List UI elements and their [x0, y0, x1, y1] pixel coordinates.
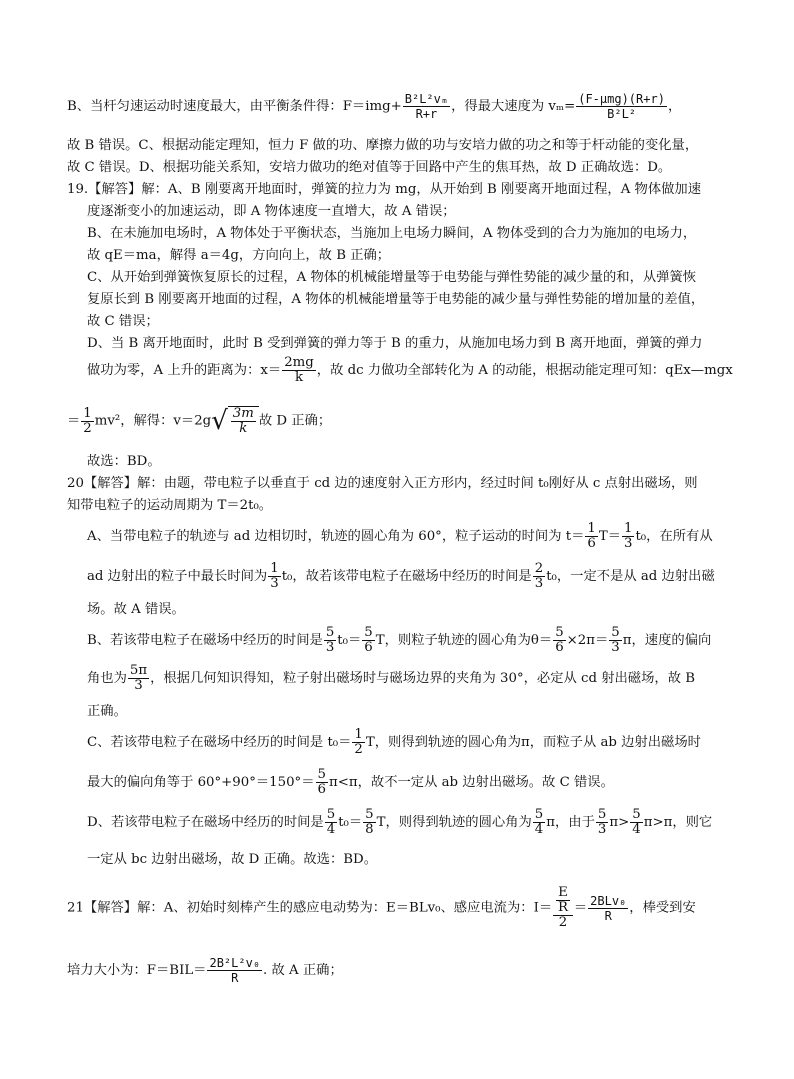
denominator: R — [231, 971, 239, 985]
text: 做功为零，A 上升的距离为：x＝ — [87, 363, 282, 378]
text: T，则粒子轨迹的圆心角为θ＝ — [375, 633, 553, 648]
numerator: 5 — [326, 807, 336, 822]
solution-line: 19.【解答】解：A、B 刚要离开地面时，弹簧的拉力为 mg，从开始到 B 刚要离开地面过程，A 物体做加速 — [67, 182, 702, 197]
radical-sign: √ — [211, 406, 228, 436]
numerator: 1 — [624, 521, 633, 536]
text: t₀，在所有从 — [635, 529, 713, 544]
fraction — [576, 92, 667, 121]
text: π，速度的偏向 — [622, 633, 712, 648]
fraction — [588, 894, 628, 923]
text: ×2π＝ — [566, 633, 609, 648]
text: T＝ — [598, 529, 621, 544]
text: ， — [667, 99, 682, 114]
text: ，根据几何知识得知，粒子射出磁场时与磁场边界的夹角为 30°，必定从 cd 射出磁场，故 B — [150, 671, 695, 686]
denominator: 3 — [624, 536, 633, 551]
radicand — [228, 406, 259, 436]
solution-line: 故 C 错误； — [87, 314, 159, 329]
solution-line: 复原长到 B 刚要离开地面的过程，A 物体的机械能增量等于电势能的减少量与弹性势能的增加量的差值， — [87, 292, 705, 307]
text: t₀＝ — [338, 815, 363, 830]
denominator: B²L² — [607, 107, 637, 121]
numerator: B²L²vₘ — [404, 92, 449, 106]
fraction — [362, 626, 374, 655]
square-root — [211, 406, 259, 436]
numerator: 5 — [534, 807, 544, 822]
text: ad 边射出的粒子中最长时间为 — [87, 569, 268, 584]
text: π>π，则它 — [643, 815, 713, 830]
text: mv²，解得：v＝2g — [94, 413, 212, 429]
denominator: k — [294, 370, 304, 385]
solution-line: B、在未施加电场时，A 物体处于平衡状态，当施加上电场力瞬间，A 物体受到的合力为施加的电场力， — [87, 226, 697, 241]
fraction — [363, 808, 375, 837]
text: 故 D 正确； — [258, 413, 332, 429]
denominator: 3 — [534, 576, 544, 591]
denominator: k — [239, 421, 248, 436]
solution-line — [67, 886, 696, 930]
solution-line — [87, 768, 614, 797]
numerator: 5 — [364, 625, 373, 640]
denominator: 6 — [587, 536, 596, 551]
solution-line: C、从开始到弹簧恢复原长的过程，A 物体的机械能增量等于电势能与弹性势能的减少量的和，从弹簧恢 — [87, 270, 697, 285]
numerator: 5 — [325, 625, 335, 640]
solution-line: 故 B 错误。C、根据动能定理知，恒力 F 做的功、摩擦力做的功与安培力做的功之和等于杆动能的变化量， — [67, 138, 699, 153]
fraction — [231, 407, 256, 436]
numerator: 5 — [317, 767, 326, 782]
numerator: 1 — [270, 561, 279, 576]
numerator: (F-μmg)(R+r) — [578, 92, 665, 106]
denominator: 4 — [326, 822, 336, 837]
denominator: R+r — [415, 107, 438, 121]
fraction — [533, 562, 545, 591]
text: ＝ — [67, 413, 81, 429]
solution-line — [87, 808, 712, 837]
numerator: 1 — [587, 521, 596, 536]
numerator — [553, 886, 573, 916]
solution-line: 故选：BD。 — [87, 454, 161, 469]
solution-line: 度逐渐变小的加速运动，即 A 物体速度一直增大，故 A 错误； — [87, 204, 456, 219]
denominator: 3 — [325, 640, 335, 655]
text: ，故 dc 力做功全部转化为 A 的动能，根据动能定理可知：qEx—mgx — [316, 363, 733, 378]
denominator: 3 — [134, 678, 143, 693]
numerator: 5 — [365, 807, 374, 822]
solution-line: 一定从 bc 边射出磁场，故 D 正确。故选：BD。 — [87, 852, 378, 867]
denominator: R — [557, 900, 568, 915]
text: ，得最大速度为 vₘ= — [451, 99, 576, 114]
fraction — [324, 626, 336, 655]
solution-line: 场。故 A 错误。 — [87, 602, 185, 617]
fraction — [207, 956, 262, 985]
fraction — [128, 664, 149, 693]
text: 培力大小为：F＝BIL＝ — [67, 963, 207, 978]
solution-line — [87, 728, 701, 757]
fraction — [316, 768, 328, 797]
solution-line — [87, 626, 711, 655]
numerator: 5 — [555, 625, 564, 640]
text: T，则得到轨迹的圆心角为π，而粒子从 ab 边射出磁场时 — [365, 735, 701, 750]
denominator: 2 — [83, 420, 92, 436]
fraction — [596, 808, 608, 837]
denominator: 2 — [558, 915, 568, 930]
numerator: 3m — [232, 406, 254, 421]
solution-line — [67, 406, 331, 436]
denominator: 6 — [317, 782, 326, 797]
fraction — [609, 626, 621, 655]
text: . 故 A 正确； — [263, 963, 343, 978]
text: ，棒受到安 — [629, 900, 696, 916]
denominator: 4 — [632, 822, 641, 837]
text: ＝ — [573, 900, 588, 916]
compound-fraction — [553, 886, 573, 930]
text: t₀，故若该带电粒子在磁场中经历的时间是 — [281, 569, 532, 584]
solution-line — [87, 356, 733, 385]
text: D、若该带电粒子在磁场中经历的时间是 — [87, 815, 324, 830]
text: C、若该带电粒子在磁场中经历的时间是 t₀＝ — [87, 735, 352, 750]
text: 最大的偏向角等于 60°+90°＝150°＝ — [87, 775, 315, 790]
solution-line: 故 qE＝ma，解得 a＝4g，方向向上，故 B 正确； — [87, 248, 391, 263]
numerator: 1 — [83, 405, 92, 421]
denominator: 3 — [270, 576, 279, 591]
fraction — [622, 522, 634, 551]
numerator: E — [558, 885, 568, 900]
text: A、当带电粒子的轨迹与 ad 边相切时，轨迹的圆心角为 60°，粒子运动的时间为 t＝ — [87, 529, 585, 544]
solution-line — [87, 664, 695, 693]
numerator: 5 — [611, 625, 620, 640]
text: 21【解答】解：A、初始时刻棒产生的感应电动势为：E＝BLv₀、感应电流为：I＝ — [67, 900, 553, 916]
fraction — [585, 522, 597, 551]
solution-line: 知带电粒子的运动周期为 T＝2t₀。 — [67, 498, 273, 513]
denominator: 3 — [597, 822, 607, 837]
fraction — [556, 886, 570, 915]
text: B、若该带电粒子在磁场中经历的时间是 — [87, 633, 323, 648]
denominator: 8 — [365, 822, 374, 837]
fraction — [325, 808, 337, 837]
numerator: 2BLv₀ — [590, 893, 627, 908]
denominator: R — [604, 908, 612, 923]
fraction — [268, 562, 280, 591]
denominator: 2 — [354, 742, 363, 757]
solution-line — [87, 522, 713, 551]
fraction — [553, 626, 565, 655]
fraction — [630, 808, 642, 837]
solution-line: 20【解答】解：由题，带电粒子以垂直于 cd 边的速度射入正方形内，经过时间 t₀刚好从 c 点射出磁场，则 — [67, 476, 698, 491]
numerator: 2B²L²v₀ — [209, 956, 261, 970]
text: T，则得到轨迹的圆心角为 — [376, 815, 532, 830]
numerator: 1 — [354, 727, 363, 742]
denominator: 6 — [555, 640, 564, 655]
text: B、当杆匀速运动时速度最大，由平衡条件得：F＝img+ — [67, 99, 402, 114]
solution-line — [87, 562, 715, 591]
text: t₀＝ — [337, 633, 362, 648]
text: t₀，一定不是从 ad 边射出磁 — [546, 569, 715, 584]
numerator: 5π — [129, 663, 148, 678]
fraction — [352, 728, 364, 757]
fraction — [403, 92, 450, 121]
text: 角也为 — [87, 671, 127, 686]
text: π，由于 — [546, 815, 595, 830]
solution-line: D、当 B 离开地面时，此时 B 受到弹簧的弹力等于 B 的重力，从施加电场力到 B 离开地面，弹簧的弹力 — [87, 336, 703, 351]
denominator: 3 — [611, 640, 620, 655]
solution-line: 故 C 错误。D、根据功能关系知，安培力做功的绝对值等于回路中产生的焦耳热，故 D 正确故选：D。 — [67, 160, 672, 175]
numerator: 5 — [597, 807, 607, 822]
denominator: 4 — [534, 822, 544, 837]
numerator: 2 — [534, 561, 544, 576]
solution-line — [67, 92, 681, 121]
denominator: 6 — [364, 640, 373, 655]
text: π> — [609, 815, 630, 830]
solution-line — [67, 956, 343, 985]
text: π<π，故不一定从 ab 边射出磁场。故 C 错误。 — [328, 775, 614, 790]
fraction — [282, 356, 316, 385]
numerator: 5 — [632, 807, 641, 822]
fraction — [81, 407, 93, 436]
fraction — [533, 808, 545, 837]
numerator: 2mg — [284, 355, 314, 370]
solution-line: 正确。 — [87, 704, 127, 719]
